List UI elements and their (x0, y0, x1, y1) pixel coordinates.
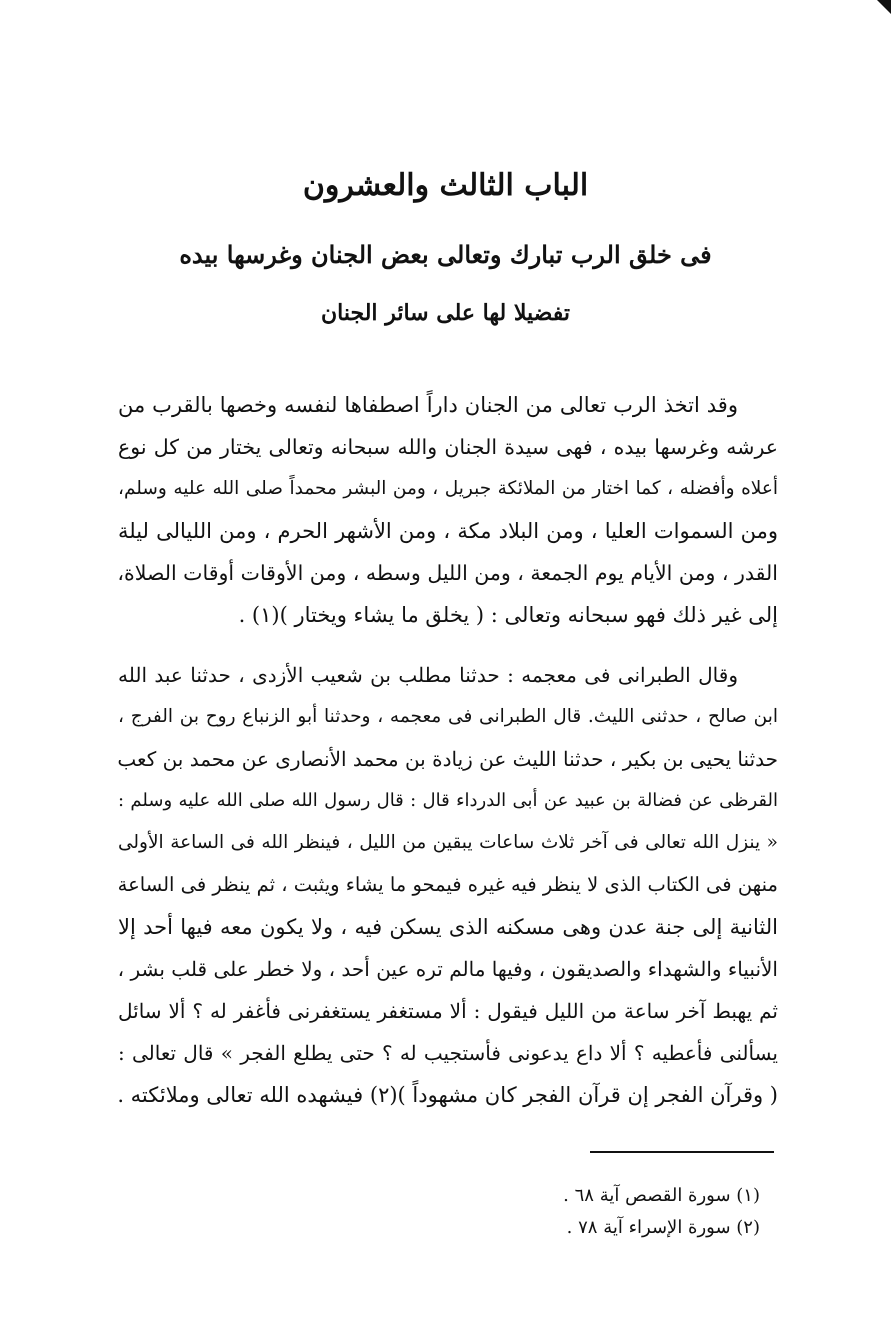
paragraph-1 (118, 384, 778, 636)
text-line: وقد اتخذ الرب تعالى من الجنان داراً اصطفاها لنفسه وخصها بالقرب من (118, 393, 738, 417)
footnotes (420, 1180, 760, 1244)
text-line: الأنبياء والشهداء والصديقون ، وفيها مالم تره عين أحد ، ولا خطر على قلب بشر ، (117, 957, 778, 981)
chapter-title: الباب الثالث والعشرون (302, 168, 589, 203)
chapter-subtitle-line-1: فى خلق الرب تبارك وتعالى بعض الجنان وغرسها بيده (179, 240, 712, 269)
chapter-subtitle-line-2: تفضيلا لها على سائر الجنان (321, 300, 570, 326)
footnote-2: (٢) سورة الإسراء آية ٧٨ . (566, 1217, 760, 1238)
footnote-divider (590, 1151, 774, 1153)
text-line: القدر ، ومن الأيام يوم الجمعة ، ومن الليل وسطه ، ومن الأوقات أوقات الصلاة، (117, 561, 778, 585)
text-line: منهن فى الكتاب الذى لا ينظر فيه غيره فيمحو ما يشاء ويثبت ، ثم ينظر فى الساعة (117, 873, 778, 896)
text-line: ابن صالح ، حدثنى الليث. قال الطبرانى فى معجمه ، وحدثنا أبو الزنباع روح بن الفرج ، (118, 706, 778, 727)
text-line: الثانية إلى جنة عدن وهى مسكنه الذى يسكن فيه ، ولا يكون معه فيها أحد إلا (118, 915, 778, 939)
text-line: إلى غير ذلك فهو سبحانه وتعالى : ( يخلق ما يشاء ويختار )(١) . (238, 603, 778, 627)
text-line: يسألنى فأعطيه ؟ ألا داع يدعونى فأستجيب له ؟ حتى يطلع الفجر » قال تعالى : (118, 1041, 778, 1065)
text-line: « ينزل الله تعالى فى آخر ثلاث ساعات يبقين من الليل ، فينظر الله فى الساعة الأولى (118, 832, 778, 853)
text-line: حدثنا يحيى بن بكير ، حدثنا الليث عن زيادة بن محمد الأنصارى عن محمد بن كعب (117, 747, 778, 771)
text-line: ( وقرآن الفجر إن قرآن الفجر كان مشهوداً )(٢) فيشهده الله تعالى وملائكته . (117, 1083, 778, 1107)
text-line: القرظى عن فضالة بن عبيد عن أبى الدرداء قال : قال رسول الله صلى الله عليه وسلم : (118, 790, 778, 811)
footnote-1: (١) سورة القصص آية ٦٨ . (563, 1185, 760, 1206)
paragraph-2 (118, 654, 778, 1116)
text-line: أعلاه وأفضله ، كما اختار من الملائكة جبريل ، ومن البشر محمداً صلى الله عليه وسلم، (118, 478, 778, 499)
text-line: ومن السموات العليا ، ومن البلاد مكة ، ومن الأشهر الحرم ، ومن الليالى ليلة (118, 519, 778, 543)
text-line: وقال الطبرانى فى معجمه : حدثنا مطلب بن شعيب الأزدى ، حدثنا عبد الله (118, 663, 738, 687)
text-line: عرشه وغرسها بيده ، فهى سيدة الجنان والله سبحانه وتعالى يختار من كل نوع (118, 435, 778, 459)
text-line: ثم يهبط آخر ساعة من الليل فيقول : ألا مستغفر يستغفرنى فأغفر له ؟ ألا سائل (118, 999, 778, 1023)
corner-mark (877, 0, 891, 14)
